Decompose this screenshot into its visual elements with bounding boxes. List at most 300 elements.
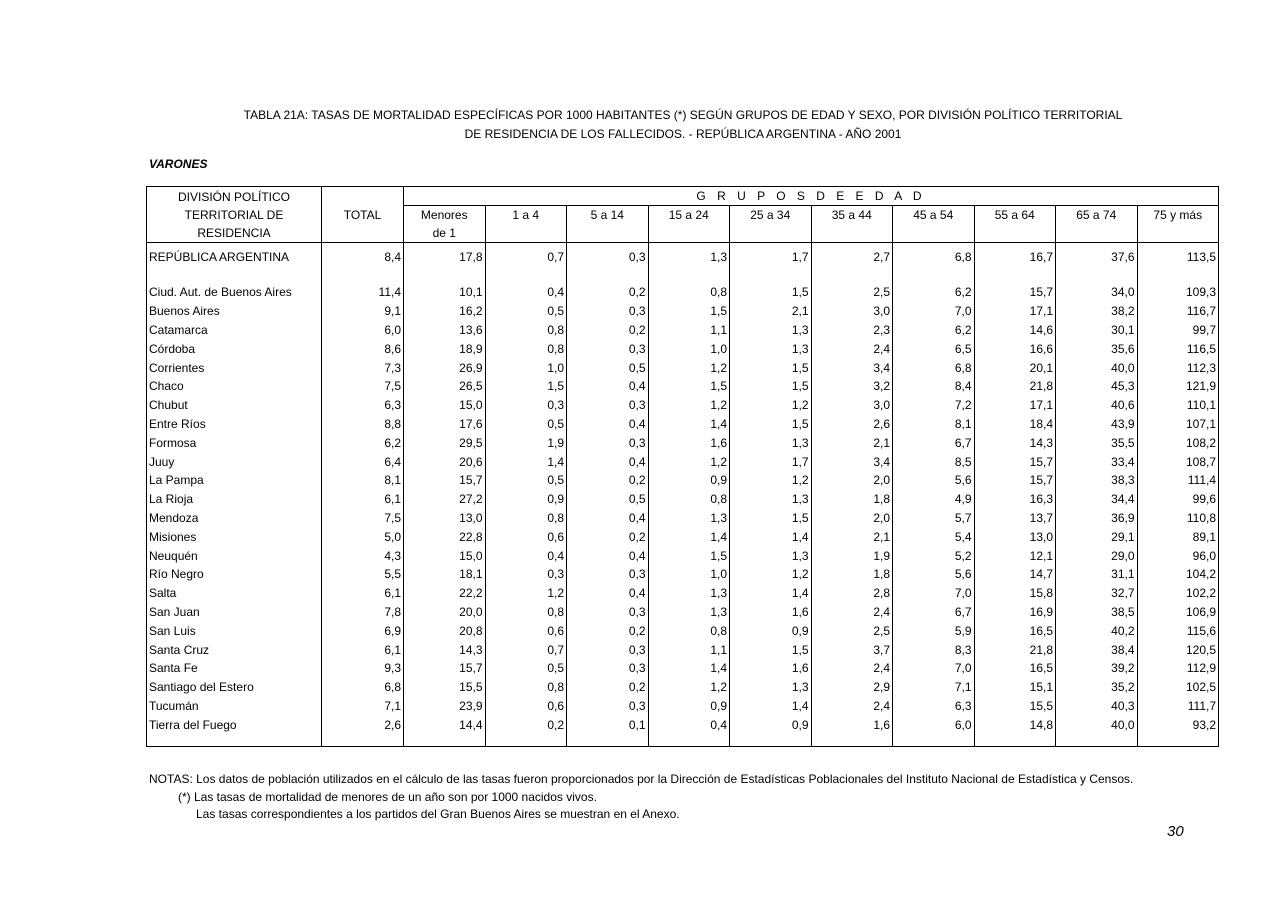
row-value: 5,2 <box>893 546 975 565</box>
row-value: 1,2 <box>648 452 730 471</box>
row-value: 18,9 <box>459 341 483 356</box>
spacer-cell <box>730 271 812 283</box>
table-row <box>147 509 1219 528</box>
row-total: 7,8 <box>322 603 404 622</box>
row-value: 3,4 <box>811 358 893 377</box>
row-total: 6,0 <box>322 321 404 340</box>
header-age-2 <box>567 206 649 243</box>
row-value: 0,9 <box>485 490 567 509</box>
row-value: 6,7 <box>893 433 975 452</box>
row-value: 0,4 <box>567 377 649 396</box>
row-value: 14,3 <box>459 642 483 657</box>
header-age-0 <box>404 206 486 243</box>
spacer-cell <box>485 271 567 283</box>
row-value: 1,5 <box>730 377 812 396</box>
row-total: 6,8 <box>322 678 404 697</box>
row-name: Córdoba <box>147 339 322 358</box>
row-value: 1,4 <box>730 527 812 546</box>
row-value: 0,2 <box>567 678 649 697</box>
row-name: Ciud. Aut. de Buenos Aires <box>147 283 322 302</box>
row-value: 1,0 <box>648 565 730 584</box>
row-value: 6,8 <box>893 243 975 272</box>
header-age-8 <box>1056 206 1138 243</box>
row-value: 45,3 <box>1056 377 1138 396</box>
row-value: 1,2 <box>730 396 812 415</box>
row-value: 99,6 <box>1137 490 1219 509</box>
row-value: 0,3 <box>567 243 649 272</box>
row-value: 37,6 <box>1056 243 1138 272</box>
row-value: 2,8 <box>811 584 893 603</box>
row-value: 7,0 <box>893 584 975 603</box>
row-value: 29,0 <box>1056 546 1138 565</box>
row-value: 0,2 <box>567 321 649 340</box>
spacer-cell <box>893 734 975 747</box>
spacer-cell <box>485 734 567 747</box>
row-value: 5,9 <box>893 621 975 640</box>
table-row <box>147 678 1219 697</box>
row-value: 0,5 <box>567 490 649 509</box>
header-age-label-line2: de 1 <box>432 226 456 240</box>
row-value: 16,7 <box>974 243 1056 272</box>
row-value: 1,2 <box>648 396 730 415</box>
row-total: 6,3 <box>322 396 404 415</box>
row-value: 38,3 <box>1056 471 1138 490</box>
row-value: 16,5 <box>974 621 1056 640</box>
row-value: 0,5 <box>485 302 567 321</box>
spacer-cell <box>1056 271 1138 283</box>
header-age-label: 15 a 24 <box>668 208 709 222</box>
row-value: 6,8 <box>893 358 975 377</box>
row-value: 0,2 <box>567 283 649 302</box>
table-row <box>147 433 1219 452</box>
row-value: 2,1 <box>811 433 893 452</box>
spacer-cell <box>730 734 812 747</box>
row-value: 0,3 <box>567 433 649 452</box>
row-value: 2,4 <box>811 603 893 622</box>
row-value: 0,4 <box>567 584 649 603</box>
row-value: 21,8 <box>974 640 1056 659</box>
table-row <box>147 715 1219 734</box>
row-value: 2,0 <box>811 509 893 528</box>
row-value: 1,4 <box>730 697 812 716</box>
row-value: 39,2 <box>1056 659 1138 678</box>
row-value: 1,4 <box>730 584 812 603</box>
row-total: 6,1 <box>322 640 404 659</box>
row-value: 0,4 <box>648 715 730 734</box>
row-name: Buenos Aires <box>147 302 322 321</box>
row-value: 16,3 <box>974 490 1056 509</box>
row-total: 9,3 <box>322 659 404 678</box>
row-name: Salta <box>147 584 322 603</box>
spacer-row <box>147 271 1219 283</box>
row-value: 14,6 <box>974 321 1056 340</box>
row-value: 38,2 <box>1056 302 1138 321</box>
row-value: 0,8 <box>648 283 730 302</box>
table-row <box>147 490 1219 509</box>
row-value: 0,3 <box>485 396 567 415</box>
header-total: TOTAL <box>322 187 404 243</box>
row-value: 38,5 <box>1056 603 1138 622</box>
row-value: 0,8 <box>485 321 567 340</box>
row-total: 7,1 <box>322 697 404 716</box>
row-value: 96,0 <box>1137 546 1219 565</box>
row-value: 0,2 <box>567 621 649 640</box>
row-value: 0,5 <box>485 659 567 678</box>
row-total: 6,4 <box>322 452 404 471</box>
table-row <box>147 603 1219 622</box>
row-value: 13,6 <box>459 322 483 337</box>
row-value: 1,3 <box>730 339 812 358</box>
row-value: 16,2 <box>459 304 483 319</box>
row-value: 16,5 <box>974 659 1056 678</box>
row-total: 5,5 <box>322 565 404 584</box>
row-value: 1,6 <box>730 603 812 622</box>
row-value: 1,2 <box>648 358 730 377</box>
row-total: 5,0 <box>322 527 404 546</box>
row-name: Santa Cruz <box>147 640 322 659</box>
row-total: 6,9 <box>322 621 404 640</box>
table-row <box>147 283 1219 302</box>
spacer-cell <box>404 271 486 283</box>
notes-line2: (*) Las tasas de mortalidad de menores de un año son por 1000 nacidos vivos. <box>178 790 597 804</box>
row-value: 1,9 <box>485 433 567 452</box>
row-value: 2,1 <box>811 527 893 546</box>
row-value: 1,3 <box>730 433 812 452</box>
row-value: 102,5 <box>1137 678 1219 697</box>
row-value: 0,8 <box>485 678 567 697</box>
spacer-cell <box>1137 271 1219 283</box>
row-value: 5,4 <box>893 527 975 546</box>
row-value: 0,7 <box>485 243 567 272</box>
row-value: 3,0 <box>811 396 893 415</box>
row-name: Misiones <box>147 527 322 546</box>
header-age-4 <box>730 206 812 243</box>
table-row <box>147 471 1219 490</box>
header-age-1 <box>485 206 567 243</box>
row-value: 12,1 <box>974 546 1056 565</box>
spacer-cell <box>404 734 486 747</box>
row-name: La Rioja <box>147 490 322 509</box>
row-value: 1,4 <box>648 415 730 434</box>
row-value: 113,5 <box>1137 243 1219 272</box>
row-name: Tierra del Fuego <box>147 715 322 734</box>
row-value: 1,5 <box>648 377 730 396</box>
row-value: 0,7 <box>485 640 567 659</box>
row-value: 2,1 <box>730 302 812 321</box>
row-value: 0,5 <box>485 415 567 434</box>
row-value: 1,4 <box>648 659 730 678</box>
header-division-line2: TERRITORIAL DE <box>184 207 284 222</box>
table-title-line1: TABLA 21A: TASAS DE MORTALIDAD ESPECÍFICAS POR 1000 HABITANTES (*) SEGÚN GRUPOS DE EDAD Y SEXO, POR DIVISIÓN POLÍTICO TERRITORIAL <box>243 108 1123 122</box>
row-value: 1,1 <box>648 321 730 340</box>
row-value: 0,2 <box>485 715 567 734</box>
row-value: 121,9 <box>1137 377 1219 396</box>
table-row <box>147 302 1219 321</box>
row-value: 116,5 <box>1137 339 1219 358</box>
row-value: 0,4 <box>567 415 649 434</box>
row-value: 0,9 <box>648 697 730 716</box>
row-total: 2,6 <box>322 715 404 734</box>
row-value: 107,1 <box>1137 415 1219 434</box>
row-value: 0,8 <box>485 339 567 358</box>
header-age-label: Menores <box>420 208 468 222</box>
row-value: 1,3 <box>730 678 812 697</box>
row-value: 23,9 <box>459 698 483 713</box>
row-value: 0,4 <box>485 283 567 302</box>
table-row <box>147 621 1219 640</box>
row-value: 0,2 <box>567 471 649 490</box>
row-value: 1,3 <box>648 509 730 528</box>
row-name: Juuy <box>147 452 322 471</box>
row-value: 17,8 <box>459 250 483 264</box>
row-value: 17,1 <box>974 396 1056 415</box>
row-value: 5,6 <box>893 565 975 584</box>
header-age-9 <box>1137 206 1219 243</box>
row-name: Chubut <box>147 396 322 415</box>
table-subtitle: VARONES <box>149 157 208 171</box>
row-value: 1,3 <box>648 584 730 603</box>
row-value: 6,3 <box>893 697 975 716</box>
row-value: 0,9 <box>730 621 812 640</box>
row-value: 3,4 <box>811 452 893 471</box>
header-age-label: 1 a 4 <box>512 208 540 222</box>
row-value: 110,1 <box>1137 396 1219 415</box>
row-value: 6,5 <box>893 339 975 358</box>
row-value: 116,7 <box>1137 302 1219 321</box>
table-row <box>147 339 1219 358</box>
row-value: 17,1 <box>974 302 1056 321</box>
row-value: 2,7 <box>811 243 893 272</box>
row-value: 1,5 <box>730 509 812 528</box>
row-value: 3,2 <box>811 377 893 396</box>
row-value: 109,3 <box>1137 283 1219 302</box>
row-value: 1,3 <box>648 243 730 272</box>
row-name: Tucumán <box>147 697 322 716</box>
row-name: Chaco <box>147 377 322 396</box>
row-value: 93,2 <box>1137 715 1219 734</box>
row-value: 8,4 <box>893 377 975 396</box>
header-age-label: 35 a 44 <box>831 208 872 222</box>
row-value: 1,2 <box>485 584 567 603</box>
row-value: 0,3 <box>567 640 649 659</box>
row-value: 13,0 <box>974 527 1056 546</box>
row-value: 1,6 <box>811 715 893 734</box>
row-value: 0,2 <box>567 527 649 546</box>
table-row <box>147 697 1219 716</box>
row-value: 1,3 <box>730 546 812 565</box>
row-value: 15,7 <box>974 452 1056 471</box>
row-name: San Luis <box>147 621 322 640</box>
row-value: 111,7 <box>1137 697 1219 716</box>
row-name: Mendoza <box>147 509 322 528</box>
page-number: 30 <box>1167 823 1184 840</box>
row-value: 15,1 <box>974 678 1056 697</box>
header-age-3 <box>648 206 730 243</box>
row-value: 1,5 <box>730 283 812 302</box>
row-value: 35,5 <box>1056 433 1138 452</box>
row-value: 21,8 <box>974 377 1056 396</box>
header-age-6 <box>893 206 975 243</box>
row-value: 2,6 <box>811 415 893 434</box>
row-value: 20,1 <box>974 358 1056 377</box>
spacer-cell <box>648 271 730 283</box>
row-value: 0,5 <box>567 358 649 377</box>
row-value: 13,0 <box>459 510 483 525</box>
row-value: 1,5 <box>730 358 812 377</box>
row-value: 4,9 <box>893 490 975 509</box>
row-value: 1,3 <box>730 490 812 509</box>
row-name: San Juan <box>147 603 322 622</box>
row-value: 16,9 <box>974 603 1056 622</box>
row-value: 15,7 <box>459 661 483 676</box>
row-value: 22,2 <box>459 586 483 601</box>
row-value: 112,3 <box>1137 358 1219 377</box>
row-name: REPÚBLICA ARGENTINA <box>147 243 322 272</box>
row-value: 40,2 <box>1056 621 1138 640</box>
row-value: 33,4 <box>1056 452 1138 471</box>
spacer-cell <box>567 271 649 283</box>
row-name: Santa Fe <box>147 659 322 678</box>
header-age-label: 45 a 54 <box>913 208 954 222</box>
row-total: 11,4 <box>322 283 404 302</box>
row-value: 1,5 <box>730 415 812 434</box>
row-value: 3,7 <box>811 640 893 659</box>
row-total: 6,2 <box>322 433 404 452</box>
row-value: 7,0 <box>893 659 975 678</box>
row-value: 0,3 <box>485 565 567 584</box>
row-value: 0,3 <box>567 603 649 622</box>
row-value: 40,6 <box>1056 396 1138 415</box>
row-value: 0,3 <box>567 302 649 321</box>
row-value: 0,8 <box>485 509 567 528</box>
row-value: 1,0 <box>648 339 730 358</box>
row-total: 8,4 <box>322 243 404 272</box>
row-value: 1,8 <box>811 565 893 584</box>
row-value: 1,0 <box>485 358 567 377</box>
row-value: 2,9 <box>811 678 893 697</box>
spacer-row <box>147 734 1219 747</box>
row-value: 108,7 <box>1137 452 1219 471</box>
spacer-cell <box>893 271 975 283</box>
row-value: 29,1 <box>1056 527 1138 546</box>
row-value: 2,4 <box>811 339 893 358</box>
header-division-line3: RESIDENCIA <box>197 225 271 240</box>
row-value: 0,6 <box>485 621 567 640</box>
table-row <box>147 358 1219 377</box>
national-row <box>147 243 1219 272</box>
spacer-cell <box>648 734 730 747</box>
row-value: 1,8 <box>811 490 893 509</box>
row-value: 36,9 <box>1056 509 1138 528</box>
row-value: 0,4 <box>567 509 649 528</box>
row-total: 7,5 <box>322 509 404 528</box>
row-value: 1,3 <box>648 603 730 622</box>
row-value: 120,5 <box>1137 640 1219 659</box>
row-value: 1,1 <box>648 640 730 659</box>
row-value: 16,6 <box>974 339 1056 358</box>
row-total: 7,5 <box>322 377 404 396</box>
row-value: 108,2 <box>1137 433 1219 452</box>
row-value: 43,9 <box>1056 415 1138 434</box>
row-value: 1,7 <box>730 243 812 272</box>
row-value: 0,3 <box>567 339 649 358</box>
row-value: 26,9 <box>459 360 483 375</box>
row-value: 27,2 <box>459 492 483 507</box>
row-value: 15,5 <box>459 680 483 695</box>
header-age-label: 25 a 34 <box>750 208 791 222</box>
row-value: 35,2 <box>1056 678 1138 697</box>
table-row <box>147 584 1219 603</box>
row-value: 15,7 <box>459 473 483 488</box>
row-value: 1,5 <box>648 302 730 321</box>
row-value: 2,5 <box>811 621 893 640</box>
row-value: 18,4 <box>974 415 1056 434</box>
row-name: Entre Ríos <box>147 415 322 434</box>
row-value: 99,7 <box>1137 321 1219 340</box>
row-value: 110,8 <box>1137 509 1219 528</box>
row-name: Río Negro <box>147 565 322 584</box>
row-value: 14,4 <box>459 717 483 732</box>
row-value: 0,8 <box>648 490 730 509</box>
table-row <box>147 415 1219 434</box>
row-value: 34,0 <box>1056 283 1138 302</box>
row-value: 2,4 <box>811 659 893 678</box>
row-total: 6,1 <box>322 584 404 603</box>
row-value: 0,3 <box>567 396 649 415</box>
spacer-cell <box>974 271 1056 283</box>
row-value: 7,0 <box>893 302 975 321</box>
row-name: Corrientes <box>147 358 322 377</box>
table-row <box>147 565 1219 584</box>
row-total: 4,3 <box>322 546 404 565</box>
spacer-cell <box>322 271 404 283</box>
spacer-cell <box>1056 734 1138 747</box>
row-value: 0,1 <box>567 715 649 734</box>
header-age-label: 5 a 14 <box>590 208 624 222</box>
header-age-groups: G R U P O S D E E D A D <box>404 187 1219 206</box>
row-total: 8,8 <box>322 415 404 434</box>
row-value: 22,8 <box>459 529 483 544</box>
row-value: 18,1 <box>459 567 483 582</box>
row-total: 8,6 <box>322 339 404 358</box>
row-value: 5,6 <box>893 471 975 490</box>
row-value: 13,7 <box>974 509 1056 528</box>
row-value: 0,3 <box>567 697 649 716</box>
row-value: 2,3 <box>811 321 893 340</box>
spacer-cell <box>1137 734 1219 747</box>
table-body <box>147 243 1219 747</box>
row-value: 2,4 <box>811 697 893 716</box>
header-division <box>147 187 322 243</box>
mortality-table <box>146 186 1219 747</box>
row-value: 0,8 <box>485 603 567 622</box>
table-row <box>147 546 1219 565</box>
row-value: 31,1 <box>1056 565 1138 584</box>
row-value: 8,1 <box>893 415 975 434</box>
row-name: La Pampa <box>147 471 322 490</box>
row-value: 38,4 <box>1056 640 1138 659</box>
row-value: 8,5 <box>893 452 975 471</box>
row-total: 6,1 <box>322 490 404 509</box>
header-age-label: 75 y más <box>1153 208 1203 222</box>
header-age-5 <box>811 206 893 243</box>
row-value: 0,9 <box>648 471 730 490</box>
row-value: 1,4 <box>485 452 567 471</box>
row-value: 6,2 <box>893 321 975 340</box>
row-value: 35,6 <box>1056 339 1138 358</box>
row-value: 10,1 <box>459 285 483 300</box>
table-row <box>147 659 1219 678</box>
